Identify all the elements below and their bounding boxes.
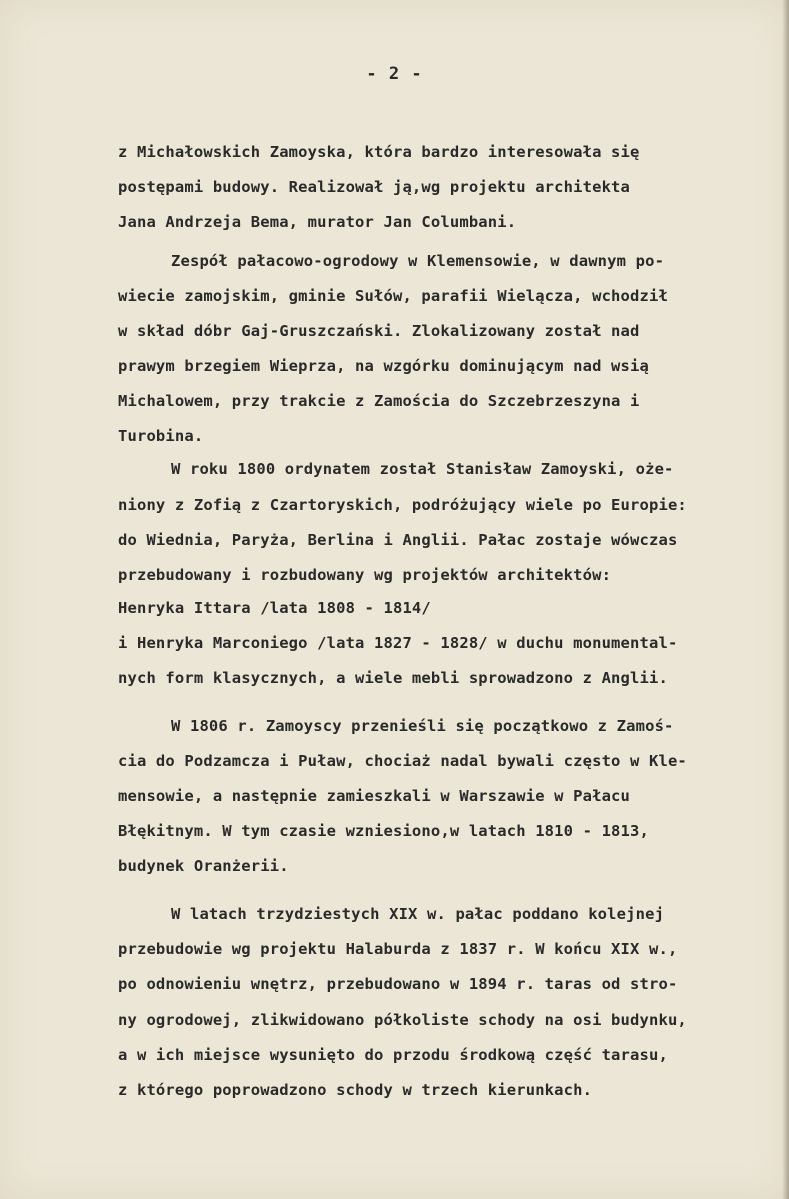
page-edge-shadow	[782, 0, 789, 1199]
text-line: z którego poprowadzono schody w trzech kierunkach.	[118, 1081, 593, 1099]
text-line: z Michałowskich Zamoyska, która bardzo interesowała się	[118, 143, 640, 161]
text-line: przebudowany i rozbudowany wg projektów architektów:	[118, 566, 612, 584]
text-line: ny ogrodowej, zlikwidowano półkoliste schody na osi budynku,	[118, 1011, 687, 1029]
text-line: a w ich miejsce wysunięto do przodu środkową część tarasu,	[118, 1046, 668, 1064]
text-line: cia do Podzamcza i Puław, chociaż nadal bywali często w Kle-	[118, 752, 687, 770]
text-line: Błękitnym. W tym czasie wzniesiono,w latach 1810 - 1813,	[118, 822, 649, 840]
text-line: Michalowem, przy trakcie z Zamościa do Szczebrzeszyna i	[118, 392, 640, 410]
text-line: i Henryka Marconiego /lata 1827 - 1828/ w duchu monumental-	[118, 634, 678, 652]
text-line: prawym brzegiem Wieprza, na wzgórku dominującym nad wsią	[118, 357, 649, 375]
text-line: budynek Oranżerii.	[118, 857, 289, 875]
text-line: Henryka Ittara /lata 1808 - 1814/	[118, 599, 431, 617]
text-line: Turobina.	[118, 427, 204, 445]
text-line: W 1806 r. Zamoyscy przenieśli się początkowo z Zamoś-	[171, 717, 674, 735]
text-line: do Wiednia, Paryża, Berlina i Anglii. Pałac zostaje wówczas	[118, 531, 678, 549]
text-line: W latach trzydziestych XIX w. pałac poddano kolejnej	[171, 905, 665, 923]
text-line: niony z Zofią z Czartoryskich, podróżujący wiele po Europie:	[118, 496, 687, 514]
text-line: W roku 1800 ordynatem został Stanisław Zamoyski, oże-	[171, 460, 674, 478]
text-line: przebudowie wg projektu Halaburda z 1837 r. W końcu XIX w.,	[118, 940, 678, 958]
text-line: Zespół pałacowo-ogrodowy w Klemensowie, w dawnym po-	[171, 252, 665, 270]
text-line: mensowie, a następnie zamieszkali w Warszawie w Pałacu	[118, 787, 631, 805]
text-line: w skład dóbr Gaj-Gruszczański. Zlokalizowany został nad	[118, 322, 640, 340]
page-number: - 2 -	[366, 64, 423, 84]
text-line: postępami budowy. Realizował ją,wg projektu architekta	[118, 178, 631, 196]
text-line: po odnowieniu wnętrz, przebudowano w 1894 r. taras od stro-	[118, 975, 678, 993]
text-line: nych form klasycznych, a wiele mebli sprowadzono z Anglii.	[118, 669, 668, 687]
text-line: Jana Andrzeja Bema, murator Jan Columbani.	[118, 213, 517, 231]
text-line: wiecie zamojskim, gminie Sułów, parafii Wielącza, wchodził	[118, 287, 668, 305]
